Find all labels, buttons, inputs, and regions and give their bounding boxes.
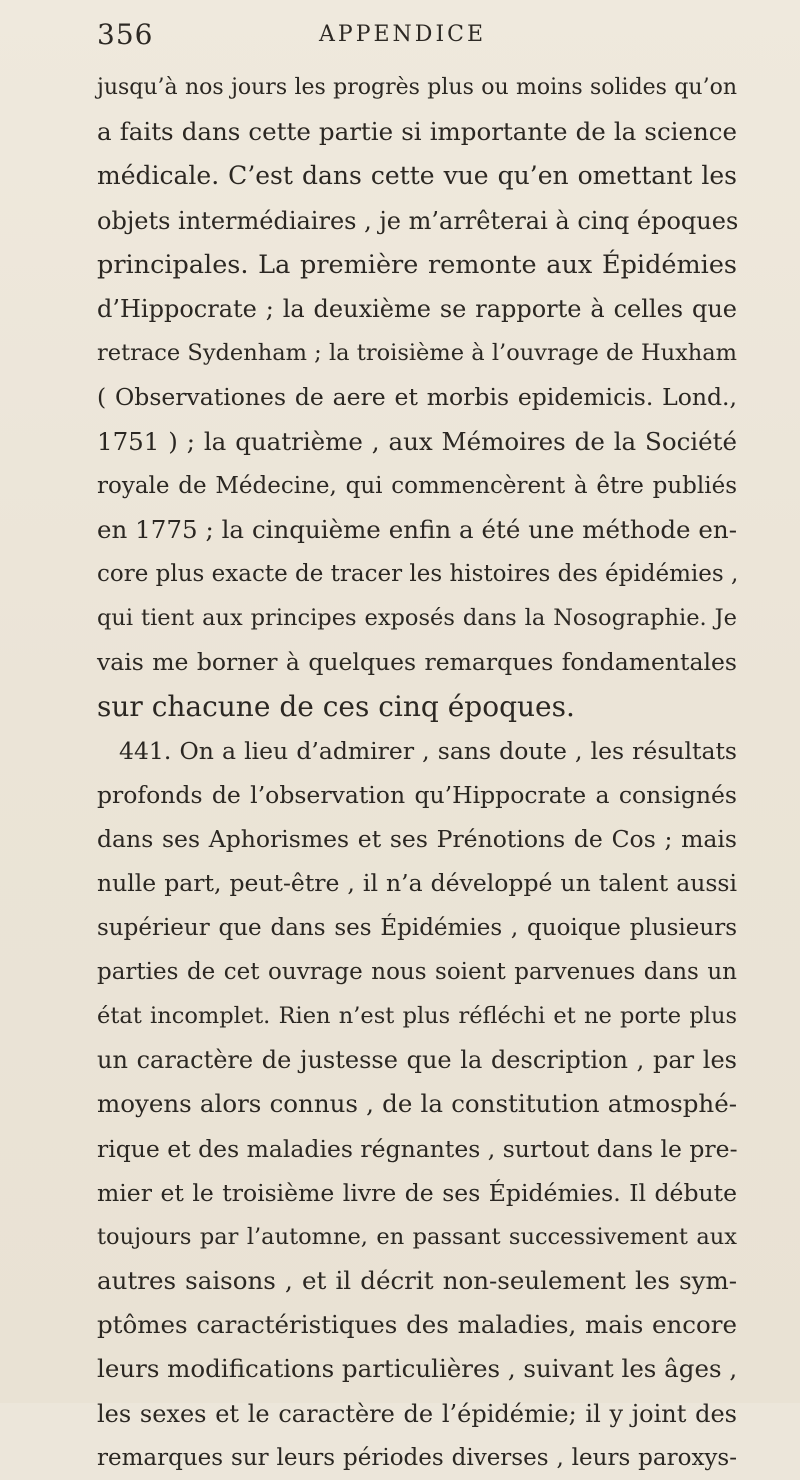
text-line: nulle part, peut-être , il n’a développé un talent aussi <box>97 869 737 898</box>
text-line: ( Observationes de aere et morbis epidemicis. Lond., <box>97 383 737 412</box>
text-line: un caractère de justesse que la description , par les <box>97 1046 737 1075</box>
text-line: en 1775 ; la cinquième enfin a été une méthode en- <box>97 514 737 544</box>
text-line: jusqu’à nos jours les progrès plus ou moins solides qu’on <box>97 75 737 100</box>
text-line: rique et des maladies régnantes , surtout dans le pre- <box>97 1134 738 1163</box>
text-line: supérieur que dans ses Épidémies , quoique plusieurs <box>97 914 737 941</box>
text-line: a faits dans cette partie si importante de la science <box>97 117 737 147</box>
text-line: principales. La première remonte aux Épidémies <box>97 249 737 280</box>
text-line: médicale. C’est dans cette vue qu’en omettant les <box>97 161 737 191</box>
text-line: état incomplet. Rien n’est plus réfléchi et ne porte plus <box>97 1002 737 1029</box>
text-line: 1751 ) ; la quatrième , aux Mémoires de la Société <box>97 426 737 456</box>
text-line: parties de cet ouvrage nous soient parvenues dans un <box>97 958 737 985</box>
text-line: mier et le troisième livre de ses Épidémies. Il débute <box>97 1178 737 1207</box>
text-line: objets intermédiaires , je m’arrêterai à cinq époques <box>97 206 739 235</box>
body-text <box>97 66 737 1480</box>
text-line: royale de Médecine, qui commencèrent à être publiés <box>97 472 737 499</box>
paragraph-start-line: 441. On a lieu d’admirer , sans doute , les résultats <box>119 736 737 765</box>
page-number: 356 <box>97 18 154 51</box>
text-line: d’Hippocrate ; la deuxième se rapporte à celles que <box>97 294 737 323</box>
text-line: vais me borner à quelques remarques fondamentales <box>97 648 737 677</box>
text-line: moyens alors connus , de la constitution atmosphé- <box>97 1089 737 1119</box>
text-line: autres saisons , et il décrit non-seulement les sym- <box>97 1266 737 1296</box>
text-line: retrace Sydenham ; la troisième à l’ouvrage de Huxham <box>97 340 737 367</box>
text-line: toujours par l’automne, en passant successivement aux <box>97 1223 737 1250</box>
page-header <box>97 14 737 54</box>
text-line: sur chacune de ces cinq époques. <box>97 689 575 723</box>
running-head: APPENDICE <box>319 22 487 47</box>
text-line: leurs modifications particulières , suivant les âges , <box>97 1354 738 1384</box>
text-line: ptômes caractéristiques des maladies, mais encore <box>97 1310 737 1340</box>
text-line: remarques sur leurs périodes diverses , leurs paroxys- <box>97 1444 737 1471</box>
text-line: qui tient aux principes exposés dans la Nosographie. Je <box>97 605 737 632</box>
text-line: les sexes et le caractère de l’épidémie; il y joint des <box>97 1399 737 1428</box>
text-line: dans ses Aphorismes et ses Prénotions de Cos ; mais <box>97 825 737 854</box>
text-line: core plus exacte de tracer les histoires des épidémies , <box>97 561 739 588</box>
text-line: profonds de l’observation qu’Hippocrate a consignés <box>97 781 737 809</box>
